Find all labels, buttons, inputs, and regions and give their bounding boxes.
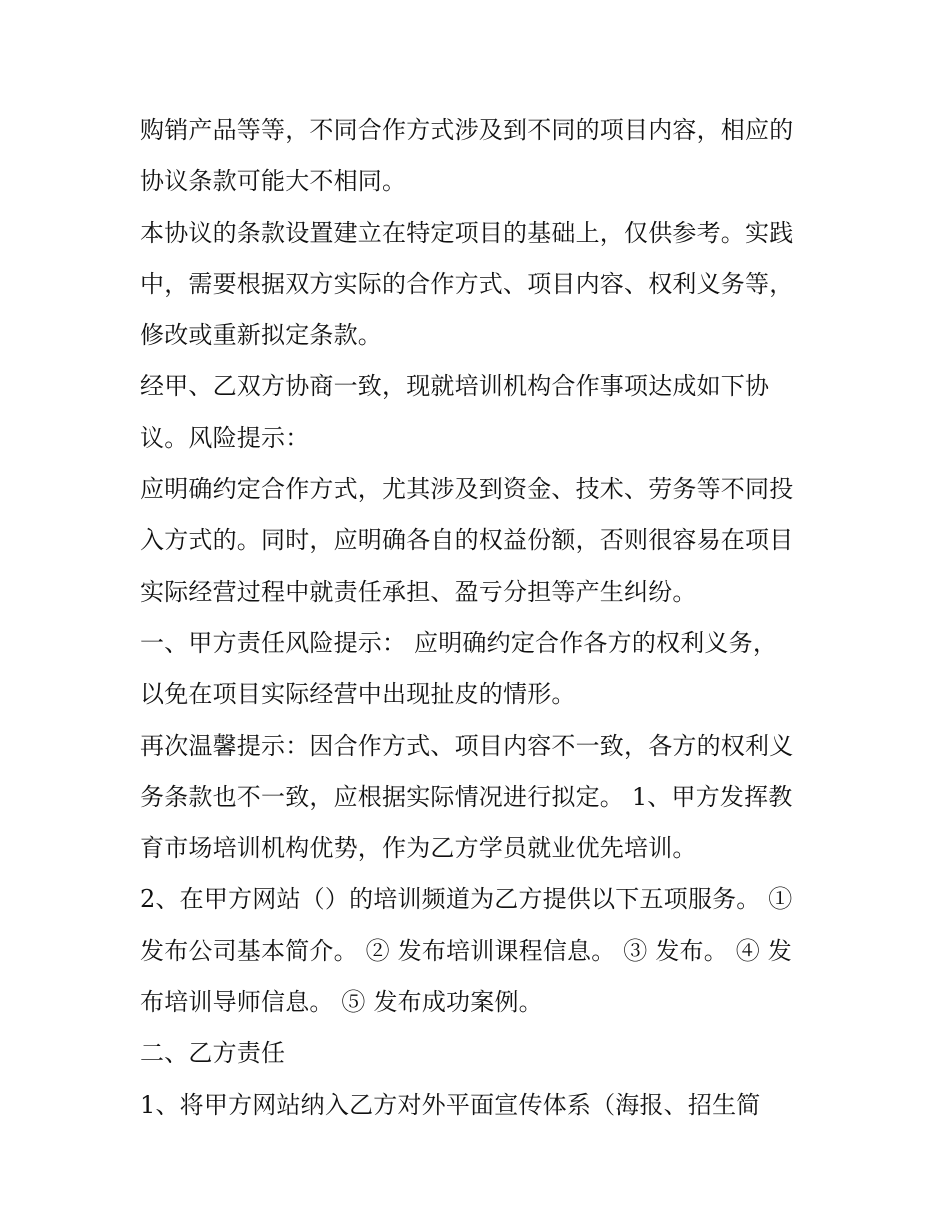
text-line: 2、在甲方网站（）的培训频道为乙方提供以下五项服务。 ①	[140, 885, 793, 914]
text-line: 布培训导师信息。 ⑤ 发布成功案例。	[140, 988, 543, 1017]
text-line: 以免在项目实际经营中出现扯皮的情形。	[140, 680, 576, 709]
text-line: 中，需要根据双方实际的合作方式、项目内容、权利义务等，	[140, 269, 794, 298]
text-line: 修改或重新拟定条款。	[140, 321, 382, 350]
text-line: 1、将甲方网站纳入乙方对外平面宣传体系（海报、招生简	[140, 1090, 761, 1119]
text-line: 再次温馨提示：因合作方式、项目内容不一致，各方的权利义	[140, 731, 794, 760]
text-line: 发布公司基本简介。 ② 发布培训课程信息。 ③ 发布。 ④ 发	[140, 936, 792, 965]
text-line: 应明确约定合作方式，尤其涉及到资金、技术、劳务等不同投	[140, 475, 794, 504]
text-line: 经甲、乙双方协商一致，现就培训机构合作事项达成如下协	[140, 372, 770, 401]
text-line: 协议条款可能大不相同。	[140, 167, 407, 196]
text-line: 入方式的。同时，应明确各自的权益份额，否则很容易在项目	[140, 526, 794, 555]
text-line: 购销产品等等，不同合作方式涉及到不同的项目内容，相应的	[140, 116, 794, 144]
document-body	[140, 105, 820, 1131]
text-line: 务条款也不一致，应根据实际情况进行拟定。 1、甲方发挥教	[140, 782, 793, 811]
text-line: 本协议的条款设置建立在特定项目的基础上，仅供参考。实践	[140, 218, 794, 247]
text-line: 育市场培训机构优势，作为乙方学员就业优先培训。	[140, 834, 697, 863]
text-line: 一、甲方责任风险提示： 应明确约定合作各方的权利义务，	[140, 628, 778, 657]
text-line: 二、乙方责任	[140, 1039, 286, 1068]
text-line: 实际经营过程中就责任承担、盈亏分担等产生纠纷。	[140, 577, 697, 606]
text-line: 议。风险提示：	[140, 423, 310, 452]
